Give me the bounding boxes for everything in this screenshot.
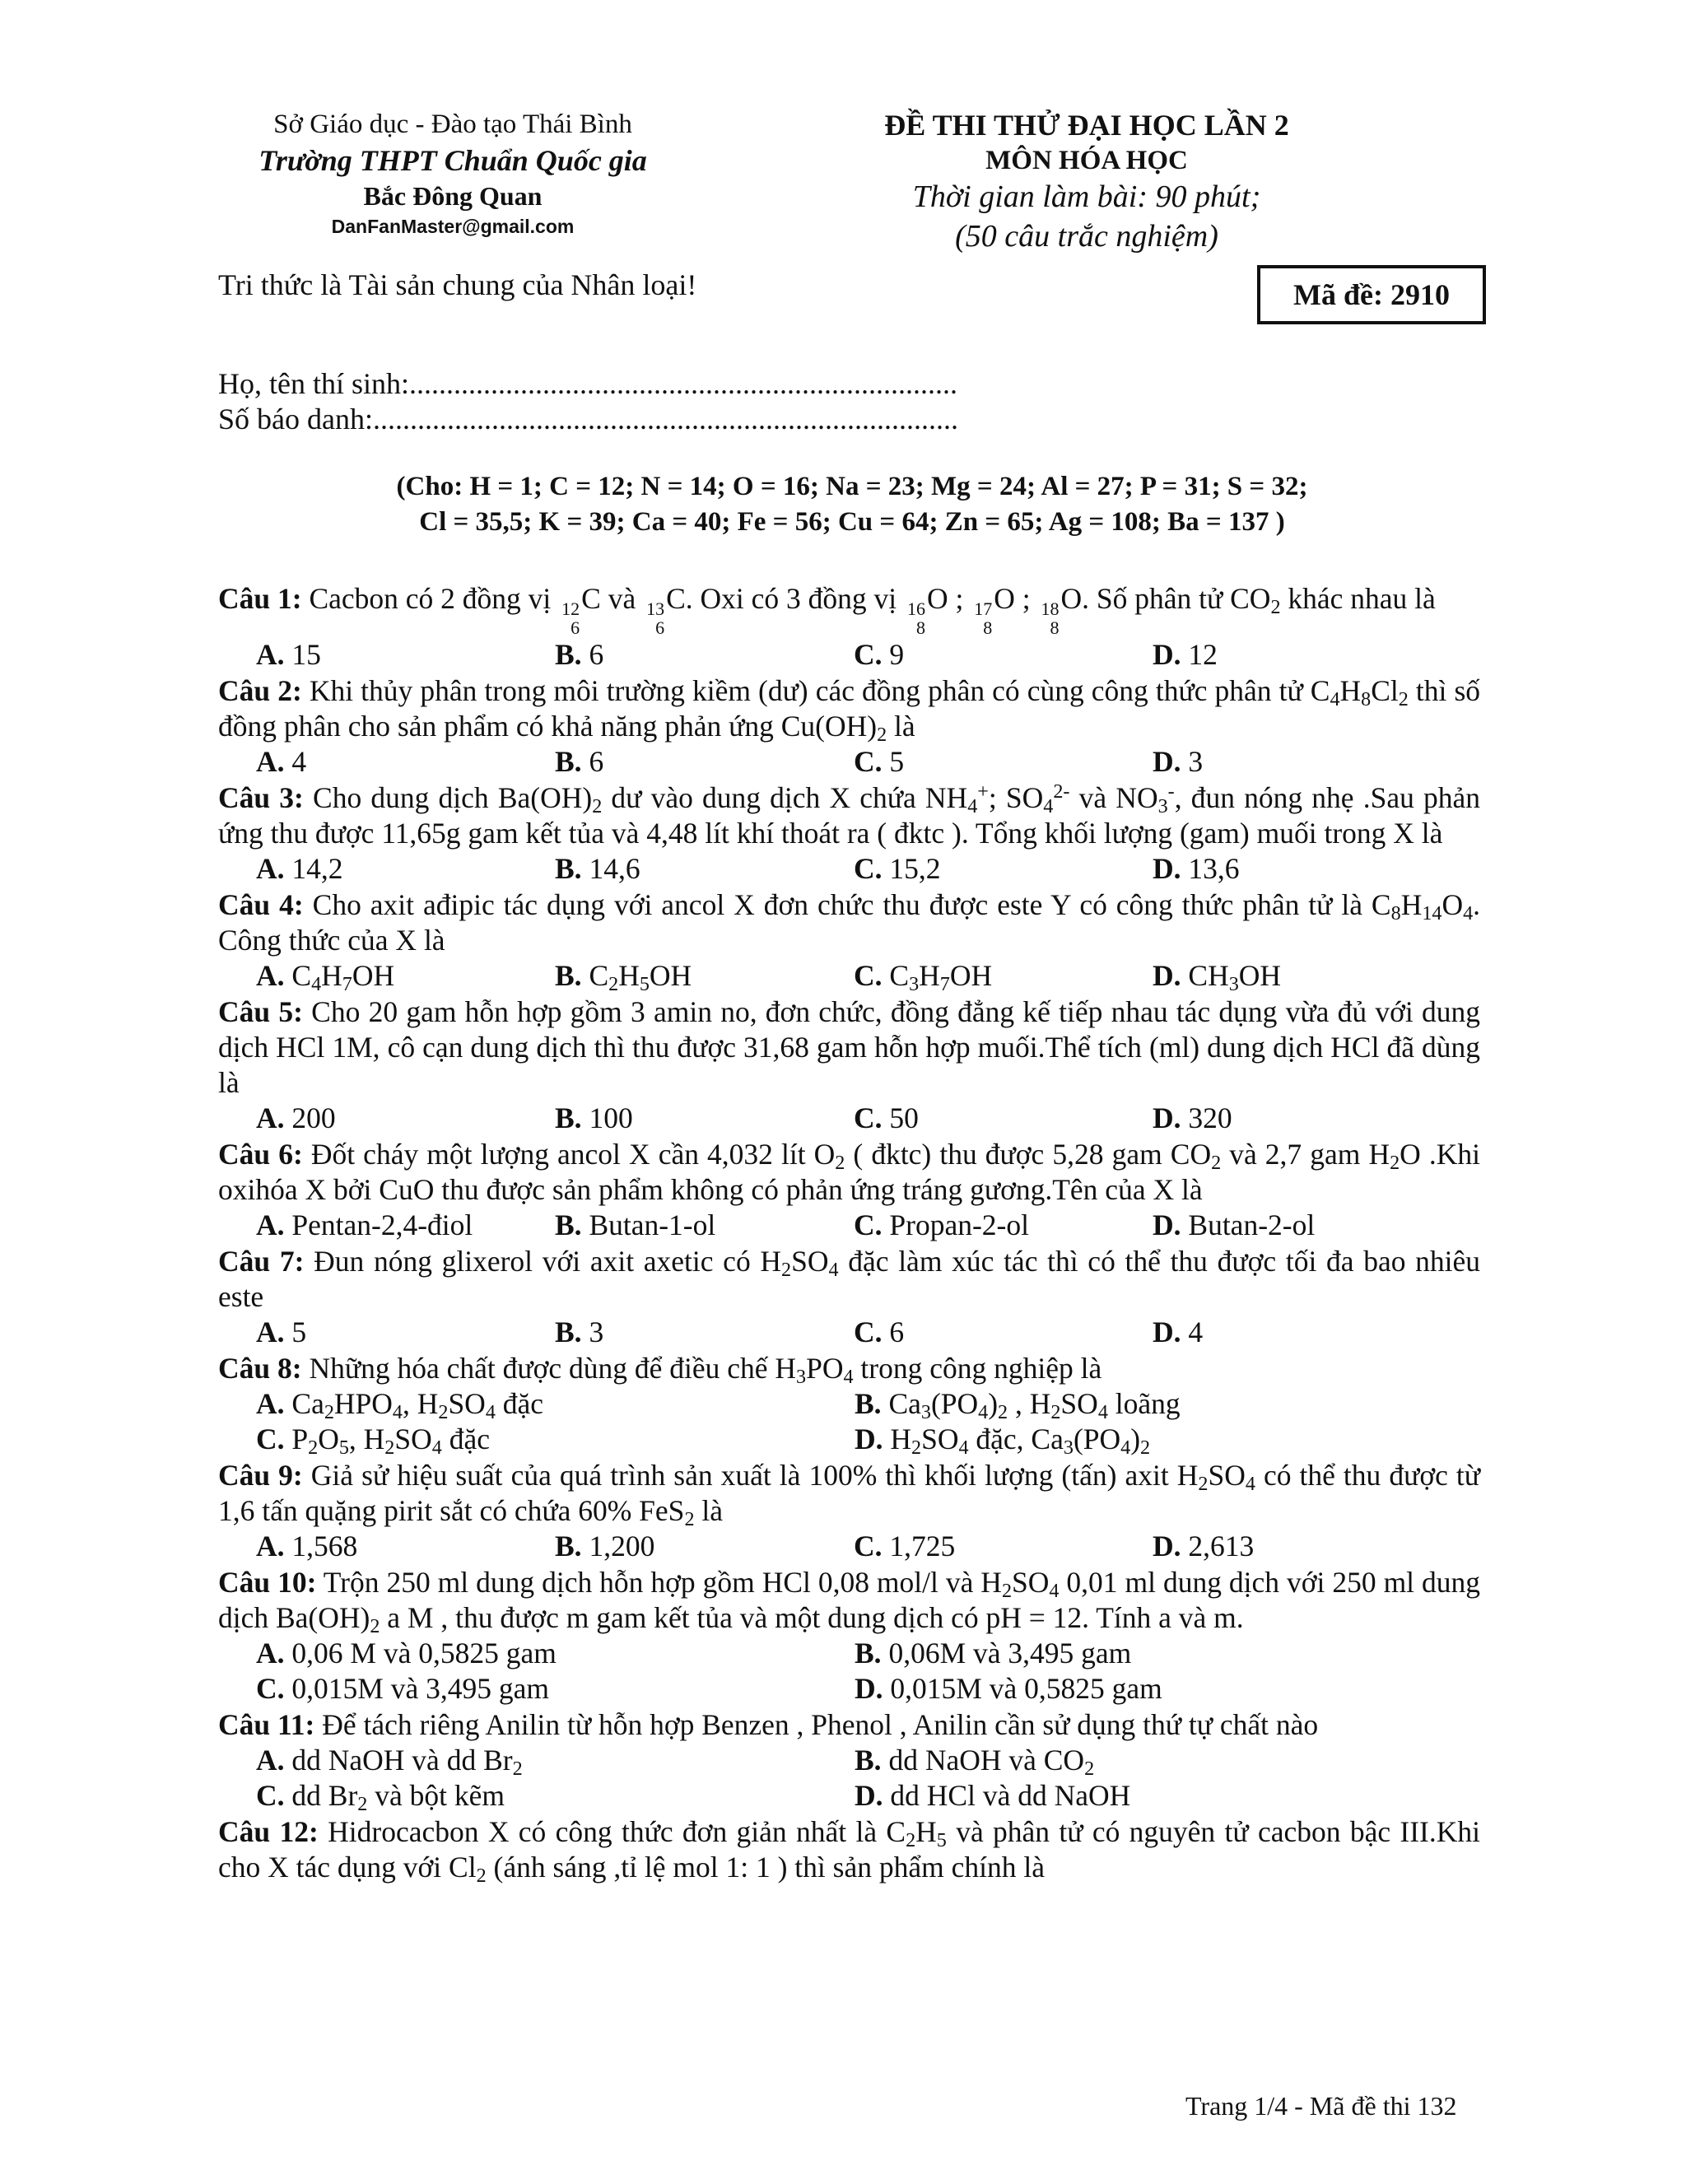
question-body: Giả sử hiệu suất của quá trình sản xuất là 100% thì khối lượng (tấn) axit $H_2SO_4$ có thể thu được từ 1,6 tấn quặng pirit sắt có chứa 60% FeS$_2$ là bbox=[218, 1458, 1480, 1530]
option-text: $C_4H_7OH$ bbox=[291, 958, 395, 995]
question-body: Đốt cháy một lượng ancol X cần 4,032 lít $O_2$ ( đktc) thu được 5,28 gam $CO_2$ và 2,7 gam $H_2O$ .Khi oxihóa X bởi CuO thu được sản phẩm không có phản ứng tráng gương.Tên của X là bbox=[218, 1137, 1480, 1206]
answer-options bbox=[218, 1743, 1480, 1814]
question-body: Đun nóng glixerol với axit axetic có $H_2SO_4$ đặc làm xúc tác thì có thể thu được tối đa bao nhiêu este bbox=[218, 1244, 1481, 1313]
answer-option bbox=[854, 1101, 1153, 1136]
option-text: 6 bbox=[589, 744, 604, 778]
option-letter: D. bbox=[1153, 1208, 1181, 1241]
answer-option bbox=[855, 1671, 1453, 1707]
option-text: $C_2H_5OH$ bbox=[589, 958, 692, 995]
answer-option bbox=[555, 1101, 854, 1136]
answer-option bbox=[1153, 1208, 1451, 1243]
option-text: $Ca_2HPO_4$, $H_2SO_4$ đặc bbox=[291, 1386, 544, 1423]
option-text: 0,015M và 3,495 gam bbox=[291, 1671, 549, 1705]
option-text: 50 bbox=[889, 1101, 919, 1134]
option-letter: D. bbox=[1153, 637, 1181, 671]
motto: Tri thức là Tài sản chung của Nhân loại! bbox=[218, 268, 697, 301]
question-number: Câu 4: bbox=[218, 887, 304, 921]
question-text bbox=[218, 1458, 1480, 1529]
school-location: Bắc Đông Quan bbox=[363, 181, 543, 212]
department-name: Sở Giáo dục - Đào tạo Thái Bình bbox=[273, 109, 632, 139]
answer-option bbox=[855, 1778, 1453, 1814]
answer-option bbox=[854, 1529, 1153, 1564]
option-text: 14,2 bbox=[291, 851, 343, 885]
option-letter: A. bbox=[256, 1315, 285, 1348]
answer-option bbox=[854, 744, 1153, 780]
answer-options bbox=[218, 1101, 1480, 1136]
option-letter: D. bbox=[855, 1671, 883, 1705]
answer-options bbox=[218, 1386, 1480, 1457]
answer-option bbox=[1153, 637, 1451, 673]
question-number: Câu 8: bbox=[218, 1351, 302, 1385]
option-letter: A. bbox=[256, 1529, 285, 1562]
question-body: Cho 20 gam hỗn hợp gồm 3 amin no, đơn chức, đồng đẳng kế tiếp nhau tác dụng vừa đủ với dung dịch HCl 1M, cô cạn dung dịch thì thu được 31,68 gam hỗn hợp muối.Thể tích (ml) dung dịch HCl đã dùng là bbox=[218, 994, 1480, 1099]
answer-option bbox=[256, 1315, 555, 1350]
answer-options bbox=[218, 744, 1480, 780]
answer-option bbox=[1153, 958, 1451, 994]
option-letter: A. bbox=[256, 744, 285, 778]
answer-options bbox=[218, 1208, 1480, 1243]
option-letter: C. bbox=[854, 958, 883, 992]
answer-option bbox=[256, 1778, 855, 1814]
answer-option bbox=[1153, 1101, 1451, 1136]
question-10 bbox=[218, 1565, 1480, 1707]
answer-option bbox=[256, 1386, 855, 1422]
option-letter: B. bbox=[555, 1101, 582, 1134]
answer-option bbox=[256, 1422, 855, 1457]
question-5 bbox=[218, 994, 1480, 1136]
answer-option bbox=[256, 1671, 855, 1707]
exam-code: Mã đề: 2910 bbox=[1293, 278, 1450, 311]
option-letter: C. bbox=[854, 637, 883, 671]
answer-option bbox=[854, 851, 1153, 887]
question-body: Cho axit ađipic tác dụng với ancol X đơn chức thu được este Y có công thức phân tử là $C_8H_{14}O_4$. Công thức của X là bbox=[218, 887, 1481, 957]
question-4 bbox=[218, 887, 1480, 994]
option-letter: D. bbox=[1153, 958, 1181, 992]
option-letter: D. bbox=[855, 1778, 883, 1812]
option-text: 3 bbox=[589, 1315, 604, 1348]
option-text: dd NaOH và $CO_2$ bbox=[888, 1743, 1095, 1780]
option-letter: C. bbox=[854, 1208, 883, 1241]
option-text: Butan-1-ol bbox=[589, 1208, 716, 1241]
question-number: Câu 1: bbox=[218, 582, 302, 615]
option-letter: B. bbox=[555, 958, 582, 992]
question-text bbox=[218, 581, 1480, 637]
atomic-masses-line1: (Cho: H = 1; C = 12; N = 14; O = 16; Na = 23; Mg = 24; Al = 27; P = 31; S = 32; bbox=[396, 472, 1308, 501]
answer-options bbox=[218, 1636, 1480, 1707]
author-email: DanFanMaster@gmail.com bbox=[331, 216, 575, 238]
question-number: Câu 6: bbox=[218, 1137, 303, 1171]
question-11 bbox=[218, 1707, 1480, 1814]
answer-option bbox=[855, 1386, 1453, 1422]
answer-option bbox=[256, 744, 555, 780]
question-body: Cacbon có 2 đồng vị 12 6 C và 13 6 C. Oxi có 3 đồng vị 16 8 O ; 17 8 O ; 18 8 O. Số phân tử $CO_2$ khác nhau là bbox=[309, 582, 1436, 638]
exam-time: Thời gian làm bài: 90 phút; bbox=[912, 179, 1261, 215]
option-text: 5 bbox=[291, 1315, 307, 1348]
question-body: Cho dung dịch $Ba(OH)_2$ dư vào dung dịch X chứa $NH_4^+$; $SO_4^{2-}$ và $NO_3^-$, đun nóng nhẹ .Sau phản ứng thu được 11,65g gam kết tủa và 4,48 lít khí thoát ra ( đktc ). Tổng khối lượng (gam) muối trong X là bbox=[218, 780, 1481, 850]
option-letter: A. bbox=[256, 1386, 285, 1420]
option-letter: D. bbox=[1153, 851, 1181, 885]
option-text: $P_2O_5$, $H_2SO_4$ đặc bbox=[291, 1422, 490, 1459]
question-text bbox=[218, 1565, 1480, 1636]
answer-option bbox=[256, 851, 555, 887]
question-text bbox=[218, 1707, 1480, 1743]
option-letter: B. bbox=[855, 1386, 882, 1420]
answer-options bbox=[218, 851, 1480, 887]
exam-title: ĐỀ THI THỬ ĐẠI HỌC LẦN 2 bbox=[884, 109, 1289, 142]
page-footer: Trang 1/4 - Mã đề thi 132 bbox=[1185, 2091, 1457, 2121]
option-text: 1,200 bbox=[589, 1529, 655, 1562]
option-letter: A. bbox=[256, 851, 285, 885]
option-text: Pentan-2,4-điol bbox=[291, 1208, 473, 1241]
option-letter: D. bbox=[855, 1422, 883, 1455]
option-text: Butan-2-ol bbox=[1188, 1208, 1316, 1241]
question-text bbox=[218, 673, 1480, 744]
answer-option bbox=[555, 637, 854, 673]
answer-option bbox=[854, 1315, 1153, 1350]
question-body: Hidrocacbon X có công thức đơn giản nhất là $C_2H_5$ và phân tử có nguyên tử cacbon bậc III.Khi cho X tác dụng với $Cl_2$ (ánh sáng ,tỉ lệ mol 1: 1 ) thì sản phẩm chính là bbox=[218, 1814, 1481, 1887]
question-9 bbox=[218, 1458, 1480, 1564]
question-number: Câu 7: bbox=[218, 1244, 305, 1278]
answer-option bbox=[256, 1208, 555, 1243]
question-text bbox=[218, 994, 1480, 1101]
answer-option bbox=[854, 958, 1153, 994]
answer-option bbox=[256, 637, 555, 673]
question-body: Những hóa chất được dùng để điều chế $H_3PO_4$ trong công nghiệp là bbox=[309, 1351, 1102, 1388]
question-number: Câu 2: bbox=[218, 673, 302, 707]
question-text bbox=[218, 1244, 1480, 1315]
question-text bbox=[218, 1351, 1480, 1386]
option-text: dd HCl và dd NaOH bbox=[890, 1778, 1131, 1812]
candidate-fields bbox=[218, 366, 958, 437]
option-text: 4 bbox=[291, 744, 307, 778]
answer-option bbox=[1153, 1315, 1451, 1350]
option-letter: C. bbox=[854, 851, 883, 885]
answer-options bbox=[218, 1315, 1480, 1350]
option-text: 0,015M và 0,5825 gam bbox=[890, 1671, 1162, 1705]
option-text: $CH_3OH$ bbox=[1188, 958, 1282, 995]
option-text: 15 bbox=[291, 637, 321, 671]
option-letter: A. bbox=[256, 958, 285, 992]
option-text: $C_3H_7OH$ bbox=[889, 958, 993, 995]
answer-options bbox=[218, 637, 1480, 673]
option-letter: C. bbox=[256, 1422, 285, 1455]
option-text: 0,06 M và 0,5825 gam bbox=[291, 1636, 557, 1669]
option-letter: B. bbox=[555, 1208, 582, 1241]
option-text: 200 bbox=[291, 1101, 336, 1134]
option-letter: A. bbox=[256, 1101, 285, 1134]
answer-option bbox=[256, 958, 555, 994]
option-letter: A. bbox=[256, 637, 285, 671]
exam-header bbox=[823, 107, 1350, 256]
option-letter: D. bbox=[1153, 744, 1181, 778]
option-text: 1,568 bbox=[291, 1529, 358, 1562]
question-number: Câu 3: bbox=[218, 780, 304, 814]
answer-option bbox=[555, 1315, 854, 1350]
question-number: Câu 9: bbox=[218, 1458, 303, 1492]
question-text bbox=[218, 1814, 1480, 1885]
candidate-name-field: Họ, tên thí sinh:.......................................................................... bbox=[218, 367, 957, 400]
answer-option bbox=[256, 1636, 855, 1671]
option-letter: B. bbox=[555, 637, 582, 671]
option-letter: D. bbox=[1153, 1529, 1181, 1562]
option-text: dd NaOH và dd $Br_2$ bbox=[291, 1743, 523, 1780]
option-letter: C. bbox=[256, 1671, 285, 1705]
option-text: 320 bbox=[1188, 1101, 1232, 1134]
question-body: Để tách riêng Anilin từ hỗn hợp Benzen , Phenol , Anilin cần sử dụng thứ tự chất nào bbox=[322, 1707, 1319, 1741]
option-text: 13,6 bbox=[1188, 851, 1240, 885]
question-text bbox=[218, 887, 1480, 958]
option-letter: C. bbox=[256, 1778, 285, 1812]
option-letter: D. bbox=[1153, 1101, 1181, 1134]
option-text: 15,2 bbox=[889, 851, 941, 885]
question-6 bbox=[218, 1137, 1480, 1243]
answer-option bbox=[1153, 744, 1451, 780]
option-text: 100 bbox=[589, 1101, 633, 1134]
answer-option bbox=[555, 1208, 854, 1243]
answer-option bbox=[855, 1743, 1453, 1778]
answer-option bbox=[1153, 1529, 1451, 1564]
question-12 bbox=[218, 1814, 1480, 1885]
question-8 bbox=[218, 1351, 1480, 1457]
option-letter: C. bbox=[854, 1101, 883, 1134]
option-letter: D. bbox=[1153, 1315, 1181, 1348]
question-number: Câu 12: bbox=[218, 1814, 319, 1848]
option-letter: C. bbox=[854, 1315, 883, 1348]
option-text: 6 bbox=[589, 637, 604, 671]
option-text: 4 bbox=[1188, 1315, 1204, 1348]
candidate-id-field: Số báo danh:............................................................................... bbox=[218, 403, 958, 435]
option-letter: C. bbox=[854, 1529, 883, 1562]
option-text: 14,6 bbox=[589, 851, 640, 885]
answer-option bbox=[256, 1529, 555, 1564]
option-text: $H_2SO_4$ đặc, $Ca_3(PO_4)_2$ bbox=[890, 1422, 1151, 1459]
option-text: 0,06M và 3,495 gam bbox=[888, 1636, 1132, 1669]
question-7 bbox=[218, 1244, 1480, 1350]
answer-option bbox=[1153, 851, 1451, 887]
option-text: dd $Br_2$ và bột kẽm bbox=[291, 1778, 505, 1815]
option-text: 2,613 bbox=[1188, 1529, 1255, 1562]
answer-option bbox=[555, 958, 854, 994]
question-3 bbox=[218, 780, 1480, 887]
answer-option bbox=[256, 1743, 855, 1778]
question-list bbox=[218, 581, 1480, 1886]
option-text: 1,725 bbox=[889, 1529, 956, 1562]
question-1 bbox=[218, 581, 1480, 673]
option-letter: A. bbox=[256, 1636, 285, 1669]
exam-subject: MÔN HÓA HỌC bbox=[985, 146, 1188, 175]
answer-options bbox=[218, 1529, 1480, 1564]
answer-option bbox=[256, 1101, 555, 1136]
exam-question-count: (50 câu trắc nghiệm) bbox=[955, 218, 1218, 254]
option-letter: B. bbox=[555, 744, 582, 778]
answer-option bbox=[855, 1422, 1453, 1457]
question-body: Khi thủy phân trong môi trường kiềm (dư) các đồng phân có cùng công thức phân tử $C_4H_8Cl_2$ thì số đồng phân cho sản phẩm có khả năng phản ứng $Cu(OH)_2$ là bbox=[218, 673, 1481, 746]
option-letter: B. bbox=[555, 851, 582, 885]
question-number: Câu 5: bbox=[218, 994, 303, 1028]
option-letter: A. bbox=[256, 1743, 285, 1777]
question-text bbox=[218, 780, 1480, 851]
answer-options bbox=[218, 958, 1480, 994]
answer-option bbox=[854, 1208, 1153, 1243]
question-body: Trộn 250 ml dung dịch hỗn hợp gồm HCl 0,08 mol/l và $H_2SO_4$ 0,01 ml dung dịch với 250 ml dung dịch $Ba(OH)_2$ a M , thu được m gam kết tủa và một dung dịch có pH = 12. Tính a và m. bbox=[218, 1565, 1481, 1637]
option-text: Propan-2-ol bbox=[889, 1208, 1029, 1241]
answer-option bbox=[855, 1636, 1453, 1671]
exam-code-box bbox=[1257, 265, 1486, 324]
option-text: 12 bbox=[1188, 637, 1218, 671]
question-number: Câu 10: bbox=[218, 1565, 317, 1599]
question-2 bbox=[218, 673, 1480, 780]
option-text: 6 bbox=[889, 1315, 905, 1348]
option-letter: A. bbox=[256, 1208, 285, 1241]
option-letter: C. bbox=[854, 744, 883, 778]
option-letter: B. bbox=[555, 1529, 582, 1562]
option-letter: B. bbox=[855, 1743, 882, 1777]
answer-option bbox=[555, 744, 854, 780]
atomic-masses bbox=[218, 469, 1486, 540]
answer-option bbox=[555, 851, 854, 887]
question-text bbox=[218, 1137, 1480, 1208]
school-name: Trường THPT Chuẩn Quốc gia bbox=[258, 144, 647, 178]
answer-option bbox=[555, 1529, 854, 1564]
answer-option bbox=[854, 637, 1153, 673]
option-text: $Ca_3(PO_4)_2$ , $H_2SO_4$ loãng bbox=[888, 1386, 1181, 1423]
option-letter: B. bbox=[855, 1636, 882, 1669]
option-text: 5 bbox=[889, 744, 905, 778]
option-text: 3 bbox=[1188, 744, 1204, 778]
question-number: Câu 11: bbox=[218, 1707, 315, 1741]
option-letter: B. bbox=[555, 1315, 582, 1348]
school-header bbox=[198, 107, 708, 240]
atomic-masses-line2: Cl = 35,5; K = 39; Ca = 40; Fe = 56; Cu = 64; Zn = 65; Ag = 108; Ba = 137 ) bbox=[419, 507, 1285, 537]
option-text: 9 bbox=[889, 637, 905, 671]
